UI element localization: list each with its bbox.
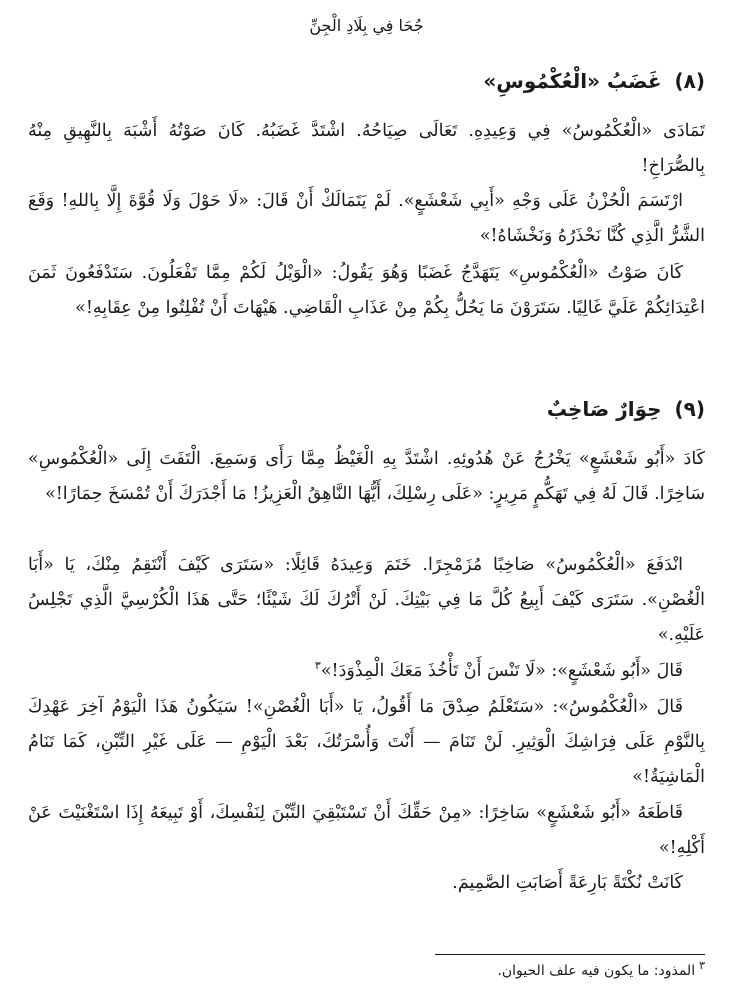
footnote-divider <box>435 954 705 955</box>
section-9-number: (٩) <box>674 397 705 421</box>
section-8-paragraph-1: تَمَادَى «الْعُكْمُوسُ» فِي وَعِيدِهِ. تَعَالَى صِيَاحُهُ. اشْتَدَّ غَضَبُهُ. كَانَ صَوْتُهُ أَشْبَهَ بِالنَّهِيقِ مِنْهُ بِالصُّرَاخِ! <box>28 121 705 176</box>
section-8-number: (٨) <box>674 69 705 93</box>
footnote-text: المذود: ما يكون فيه علف الحيوان. <box>497 963 696 979</box>
section-9-paragraph-5: قَاطَعَهُ «أَبُو شَعْشَعٍ» سَاخِرًا: «مِنْ حَقِّكَ أَنْ تَسْتَبْقِيَ التِّبْنَ لِنَفْسِكَ، أَوْ تَبِيعَهُ إِذَا اسْتَغْنَيْتَ عَنْ أَكْلِهِ!» <box>28 803 705 858</box>
section-9-paragraph-3-text: قَالَ «أَبُو شَعْشَعٍ»: «لَا تَنْسَ أَنْ تَأْخُذَ مَعَكَ الْمِذْوَدَ!» <box>320 661 683 681</box>
section-9-paragraph-4: قَالَ «الْعُكْمُوسُ»: «سَتَعْلَمُ صِدْقَ مَا أَقُولُ، يَا «أَبَا الْغُصْنِ»! سَيَكُونُ هَذَا الْيَوْمُ آخِرَ عَهْدِكَ بِالنَّوْمِ عَلَى فِرَاشِكَ الْوَثِيرِ. لَنْ تَنَامَ — أَنْتَ وَأُسْرَتُكَ، بَعْدَ الْيَوْمِ — عَلَى غَيْرِ التِّبْنِ، كَمَا تَنَامُ الْمَاشِيَةُ!» <box>28 697 705 787</box>
section-9-paragraph-1: كَادَ «أَبُو شَعْشَعٍ» يَخْرُجُ عَنْ هُدُوئِهِ. اشْتَدَّ بِهِ الْغَيْظُ مِمَّا رَأَى وَسَمِعَ. الْتَفَتَ إِلَى «الْعُكْمُوسِ» سَاخِرًا. قَالَ لَهُ فِي تَهَكُّمٍ مَرِيرٍ: «عَلَى رِسْلِكَ، أَيُّهَا النَّاهِقُ الْعَزِيزُ! مَا أَجْدَرَكَ أَنْ تُمْسَخَ حِمَارًا!» <box>28 449 705 504</box>
section-8-paragraph-2: ارْتَسَمَ الْحُزْنُ عَلَى وَجْهِ «أَبِي شَعْشَعٍ». لَمْ يَتَمَالَكْ أَنْ قَالَ: «لَا حَوْلَ وَلَا قُوَّةَ إِلَّا بِاللهِ! وَقَعَ الشَّرُّ الَّذِي كُنَّا نَحْذَرُهُ وَنَخْشَاهُ!» <box>28 191 705 246</box>
section-9-title <box>28 394 705 424</box>
section-8-heading: غَضَبُ «الْعُكْمُوسِ» <box>483 69 662 93</box>
footnote-number: ٣ <box>699 959 705 973</box>
footnote-reference[interactable]: ٣ <box>314 659 321 673</box>
footnote <box>28 960 705 982</box>
running-head: جُحَا فِي بِلَادِ الْجِنِّ <box>309 16 424 35</box>
section-9-paragraph-3 <box>28 654 705 690</box>
section-9-heading: حِوَارٌ صَاخِبٌ <box>546 397 662 421</box>
section-9-paragraph-6: كَانَتْ نُكْتَةً بَارِعَةً أَصَابَتِ الصَّمِيمَ. <box>452 873 683 893</box>
section-8-title <box>28 66 705 96</box>
section-8-paragraph-3: كَانَ صَوْتُ «الْعُكْمُوسِ» يَتَهَدَّجُ غَضَبًا وَهُوَ يَقُولُ: «الْوَيْلُ لَكُمْ مِمَّا تَفْعَلُونَ. سَتَدْفَعُونَ ثَمَنَ اعْتِدَائِكُمْ عَلَيَّ غَالِيًا. سَتَرَوْنَ مَا يَحُلُّ بِكُمْ مِنْ عَذَابِ الْقَاضِي. هَيْهَاتَ أَنْ تُفْلِتُوا مِنْ عِقَابِهِ!» <box>28 263 705 318</box>
section-9-paragraph-2: انْدَفَعَ «الْعُكْمُوسُ» صَاخِبًا مُزَمْجِرًا. خَتَمَ وَعِيدَهُ قَائِلًا: «سَتَرَى كَيْفَ أَنْتَقِمُ مِنْكَ، يَا «أَبَا الْغُصْنِ». سَتَرَى كَيْفَ أَبِيعُ كُلَّ مَا فِي بَيْتِكَ. لَنْ أَتْرُكَ لَكَ شَيْئًا؛ حَتَّى هَذَا الْكُرْسِيَّ الَّذِي تَجْلِسُ عَلَيْهِ.» <box>28 555 705 645</box>
